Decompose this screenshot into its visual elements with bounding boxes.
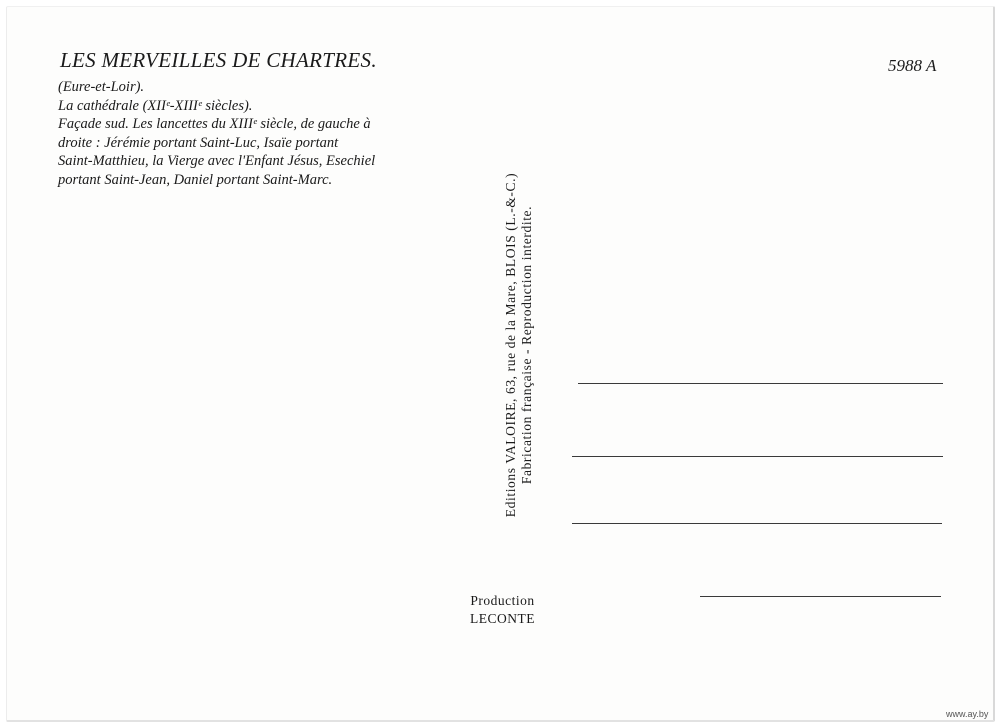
card-reference-number: 5988 A: [888, 56, 937, 75]
watermark: www.ay.by: [946, 709, 989, 719]
description-line: Saint-Matthieu, la Vierge avec l'Enfant Jésus, Esechiel: [58, 153, 376, 169]
address-line: [578, 383, 943, 384]
description-line: droite : Jérémie portant Saint-Luc, Isaïe portant: [58, 134, 339, 151]
description-line: portant Saint-Jean, Daniel portant Saint-Marc.: [58, 171, 333, 188]
address-line: [572, 456, 943, 457]
production-label: Production: [470, 593, 535, 608]
production-credit: [450, 592, 555, 628]
publisher-line: Editions VALOIRE, 63, rue de la Mare, BLOIS (L.-&-C.): [503, 172, 518, 518]
production-name: LECONTE: [470, 611, 535, 626]
description-line: (Eure-et-Loir).: [58, 79, 145, 95]
card-description: [58, 78, 458, 189]
card-title: LES MERVEILLES DE CHARTRES.: [60, 48, 377, 72]
publisher-line: Fabrication française - Reproduction interdite.: [519, 205, 534, 485]
description-line: La cathédrale (XIIᵉ-XIIIᵉ siècles).: [58, 97, 253, 114]
address-line: [700, 596, 941, 597]
address-line: [572, 523, 942, 524]
description-line: Façade sud. Les lancettes du XIIIᵉ siècle, de gauche à: [58, 116, 371, 132]
publisher-credit: [503, 135, 537, 555]
